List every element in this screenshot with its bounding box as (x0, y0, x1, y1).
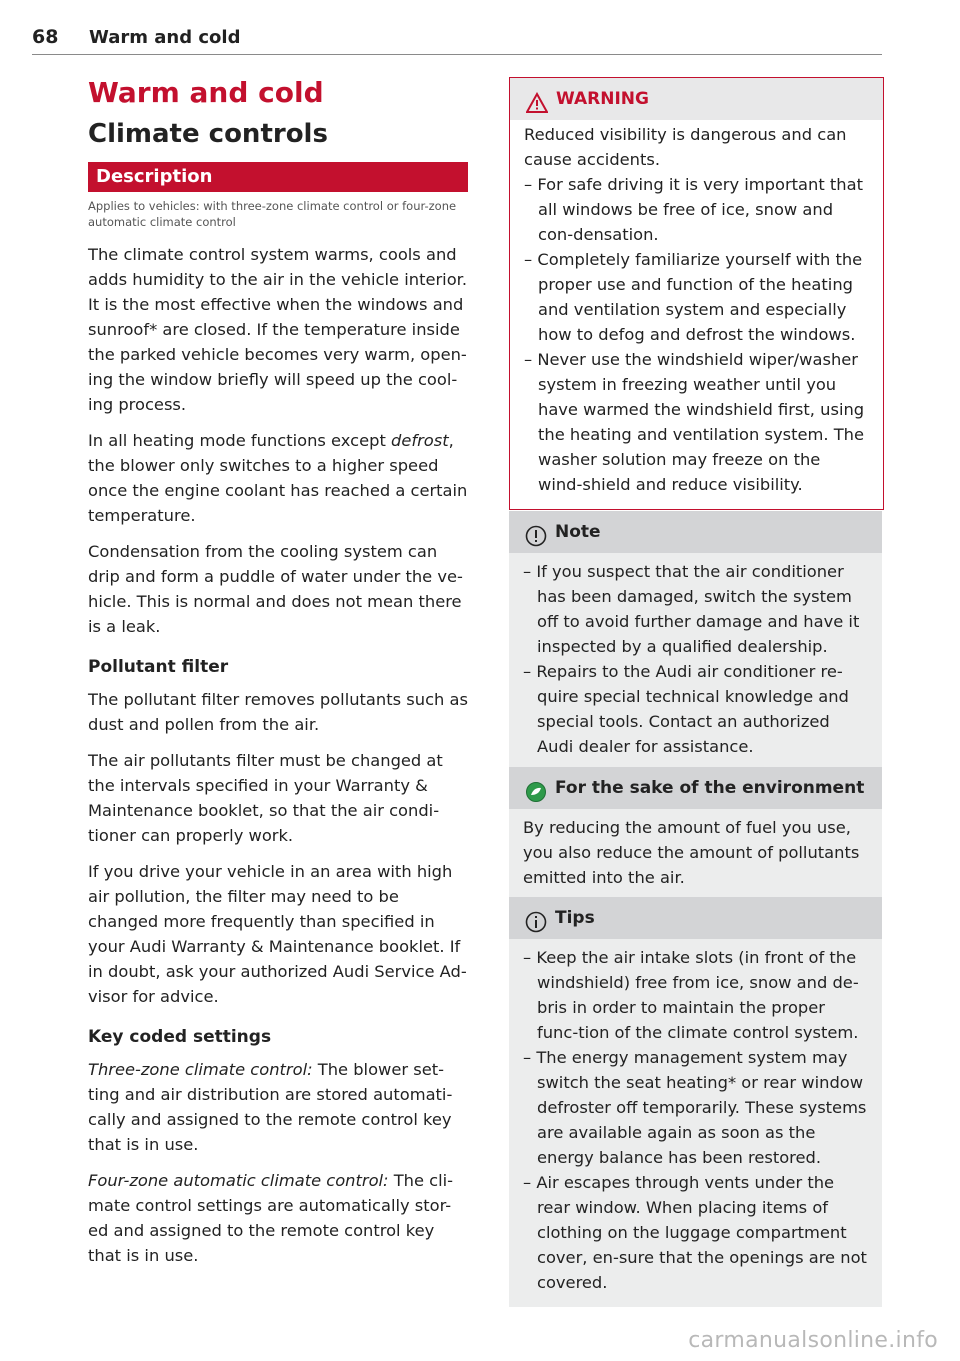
watermark-logo: carmanualsonline.info (688, 1328, 938, 1353)
text: The cli-mate control settings are automatically stor-ed and assigned to the remote control key that is in use. (88, 1171, 454, 1265)
warning-list (524, 172, 869, 497)
tips-body (509, 939, 882, 1307)
italic-text: Four-zone automatic climate control: (88, 1171, 389, 1190)
warning-title: WARNING (556, 89, 649, 109)
tips-list (523, 945, 868, 1295)
note-icon (525, 521, 547, 543)
list-item: – Never use the windshield wiper/washer system in freezing weather until you have warmed the windshield first, using the heating and ventilation system. The washer solution may freeze on the wind-shield and reduce visibility. (524, 347, 869, 497)
note-header (509, 511, 882, 553)
list-item: – For safe driving it is very important that all windows be free of ice, snow and con-densation. (524, 172, 869, 247)
text: , the blower only switches to a higher speed once the engine coolant has reached a certain temperature. (88, 431, 468, 525)
paragraph: The climate control system warms, cools and adds humidity to the air in the vehicle interior. It is the most effective when the windows and sunroof* are closed. If the temperature inside the parked vehicle becomes very warm, open-ing the window briefly will speed up the cool-ing process. (88, 245, 468, 414)
tips-header (509, 897, 882, 939)
applies-to: Applies to vehicles: with three-zone climate control or four-zone automatic climate control (88, 199, 457, 229)
running-title: Warm and cold (89, 27, 241, 48)
paragraph: Condensation from the cooling system can drip and form a puddle of water under the ve-hicle. This is normal and does not mean there is a leak. (88, 542, 463, 636)
left-column (88, 74, 468, 1279)
page-header (32, 26, 882, 55)
paragraph (88, 1057, 468, 1157)
note-list (523, 559, 868, 759)
environment-text: By reducing the amount of fuel you use, you also reduce the amount of pollutants emitted into the air. (523, 818, 860, 887)
warning-header (510, 78, 883, 120)
section-title: Climate controls (88, 119, 328, 149)
environment-body (509, 809, 882, 902)
subheading-pollutant-filter: Pollutant filter (88, 657, 229, 677)
paragraph: If you drive your vehicle in an area with high air pollution, the filter may need to be changed more frequently than specified in your Audi Warranty & Maintenance booklet. If in doubt, ask your authorized Audi Service Ad-visor for advice. (88, 862, 467, 1006)
list-item: – Keep the air intake slots (in front of the windshield) free from ice, snow and de-bris in order to maintain the proper func-tion of the climate control system. (523, 945, 868, 1045)
text: The blower set-ting and air distribution are stored automati-cally and assigned to the remote control key that is in use. (88, 1060, 453, 1154)
environment-icon (525, 777, 547, 799)
warning-body (510, 120, 883, 509)
paragraph: The pollutant filter removes pollutants such as dust and pollen from the air. (88, 690, 468, 734)
warning-icon (526, 88, 548, 110)
environment-header (509, 767, 882, 809)
note-title: Note (555, 522, 601, 542)
warning-intro: Reduced visibility is dangerous and can cause accidents. (524, 125, 847, 169)
list-item: – Air escapes through vents under the rear window. When placing items of clothing on the luggage compartment cover, en-sure that the openings are not covered. (523, 1170, 868, 1295)
text: In all heating mode functions except (88, 431, 391, 450)
chapter-title: Warm and cold (88, 76, 324, 109)
paragraph (88, 428, 468, 528)
paragraph (88, 1168, 468, 1268)
warning-box (509, 77, 884, 510)
italic-text: defrost (391, 431, 449, 450)
list-item: – If you suspect that the air conditioner has been damaged, switch the system off to avoid further damage and have it inspected by a qualified dealership. (523, 559, 868, 659)
environment-title: For the sake of the environment (555, 778, 865, 798)
italic-text: Three-zone climate control: (88, 1060, 313, 1079)
list-item: – Repairs to the Audi air conditioner re-quire special technical knowledge and special tools. Contact an authorized Audi dealer for assistance. (523, 659, 868, 759)
environment-box (509, 767, 882, 902)
tips-box (509, 897, 882, 1307)
tips-title: Tips (555, 908, 595, 928)
subheading-key-coded-settings: Key coded settings (88, 1027, 272, 1047)
note-box (509, 511, 882, 771)
page-number: 68 (32, 26, 59, 48)
note-body (509, 553, 882, 771)
paragraph: The air pollutants filter must be changed at the intervals specified in your Warranty & Maintenance booklet, so that the air condi-tioner can properly work. (88, 751, 443, 845)
info-icon (525, 907, 547, 929)
list-item: – Completely familiarize yourself with the proper use and function of the heating and ventilation system and especially how to defog and defrost the windows. (524, 247, 869, 347)
list-item: – The energy management system may switch the seat heating* or rear window defroster off temporarily. These systems are available again as soon as the energy balance has been restored. (523, 1045, 868, 1170)
description-bar: Description (88, 162, 468, 192)
